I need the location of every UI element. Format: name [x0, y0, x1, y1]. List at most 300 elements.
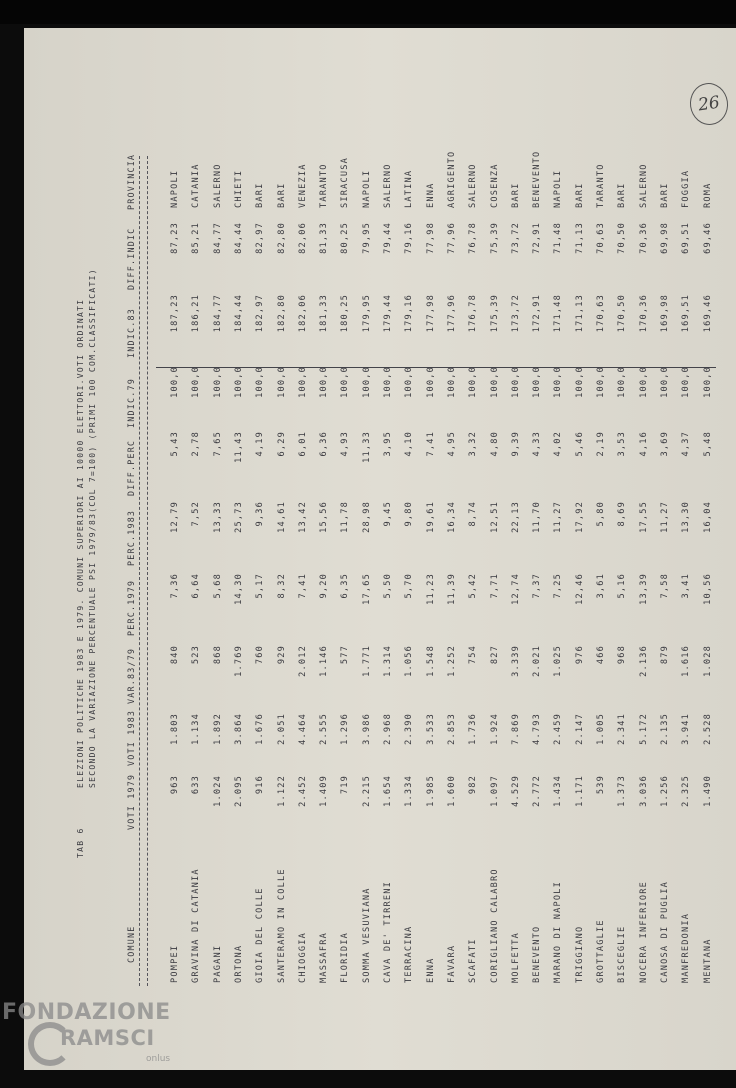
table-cell: 1.005: [596, 713, 606, 745]
table-cell: CATANIA: [191, 163, 202, 208]
table-cell: NOCERA INFERIORE: [638, 881, 649, 983]
column-header: PERC.1983: [126, 509, 136, 566]
table-cell: 3.533: [425, 713, 436, 745]
column-header: DIFF.INDIC: [126, 227, 136, 290]
table-cell: 523: [191, 645, 202, 665]
table-cell: NAPOLI: [170, 169, 180, 208]
table-cell: 1.171: [574, 775, 585, 807]
table-cell: 6,64: [191, 573, 202, 599]
table-cell: 1.892: [212, 713, 223, 745]
table-cell: BARI: [574, 182, 585, 208]
table-cell: 100,0: [617, 366, 628, 398]
table-cell: 11,33: [361, 431, 372, 463]
table-cell: 8,74: [468, 501, 479, 527]
table-cell: 179,16: [404, 294, 415, 333]
table-cell: 172,91: [532, 294, 543, 333]
table-cell: 75,39: [489, 222, 500, 254]
table-cell: 85,21: [191, 222, 202, 254]
table-cell: 3,61: [596, 573, 606, 599]
table-cell: 171,13: [574, 294, 585, 333]
fondazione-gramsci-watermark: [0, 998, 200, 1068]
table-cell: 5,42: [468, 573, 479, 599]
table-cell: 100,0: [638, 366, 649, 398]
table-cell: 100,0: [404, 366, 415, 398]
table-cell: FAVARA: [446, 944, 457, 983]
table-cell: 8,69: [617, 501, 628, 527]
table-cell: 73,72: [510, 222, 521, 254]
table-cell: 182,80: [276, 294, 287, 333]
table-cell: 963: [170, 775, 180, 795]
table-cell: 2.135: [659, 713, 670, 745]
table-cell: 69,51: [681, 222, 692, 254]
table-cell: BENEVENTO: [532, 925, 543, 983]
table-cell: 1.736: [468, 713, 479, 745]
table-cell: 3,41: [681, 573, 692, 599]
table-cell: 28,98: [361, 501, 372, 533]
table-cell: 4,80: [489, 431, 500, 457]
table-cell: SALERNO: [212, 163, 223, 208]
table-cell: 87,23: [170, 222, 180, 254]
watermark-line1: FONDAZIONE: [2, 1000, 171, 1025]
table-cell: 82,80: [276, 222, 287, 254]
table-cell: 827: [489, 645, 500, 665]
table-cell: 2.021: [532, 645, 543, 677]
table-cell: 25,73: [233, 501, 244, 533]
table-cell: 4,95: [446, 431, 457, 457]
table-cell: 77,98: [425, 222, 436, 254]
table-cell: 2.051: [276, 713, 287, 745]
rotated-table: [24, 28, 736, 1088]
table-cell: 79,16: [404, 222, 415, 254]
table-title-line2: SECONDO LA VARIAZIONE PERCENTUALE PSI 1979/83(COL 7=100) (PRIMI 100 COM.CLASSIFICATI): [88, 268, 97, 788]
table-cell: 13,39: [638, 573, 649, 605]
table-cell: 6,29: [276, 431, 287, 457]
column-header: PROVINCIA: [126, 153, 136, 210]
table-cell: SALERNO: [468, 163, 479, 208]
table-cell: TERRACINA: [404, 925, 415, 983]
table-cell: 2.136: [638, 645, 649, 677]
table-cell: 1.296: [340, 713, 351, 745]
table-cell: 100,0: [596, 366, 606, 398]
table-cell: 2.853: [446, 713, 457, 745]
table-cell: 1.024: [212, 775, 223, 807]
table-cell: CANOSA DI PUGLIA: [659, 881, 670, 983]
table-cell: 4,02: [553, 431, 564, 457]
table-cell: 84,44: [233, 222, 244, 254]
table-cell: 2.341: [617, 713, 628, 745]
table-cell: 179,44: [383, 294, 393, 333]
table-cell: 100,0: [425, 366, 436, 398]
table-cell: FOGGIA: [681, 169, 692, 208]
table-cell: 4,19: [255, 431, 266, 457]
table-cell: 69,98: [659, 222, 670, 254]
table-cell: 1.028: [702, 645, 713, 677]
table-cell: BARI: [255, 182, 266, 208]
table-cell: 5,43: [170, 431, 180, 457]
table-cell: 5,68: [212, 573, 223, 599]
table-cell: 1.334: [404, 775, 415, 807]
table-cell: 466: [596, 645, 606, 665]
table-cell: 1.490: [702, 775, 713, 807]
header-rule-top: [139, 156, 140, 986]
table-cell: 4.793: [532, 713, 543, 745]
table-cell: 1.654: [383, 775, 393, 807]
table-cell: ORTONA: [233, 944, 244, 983]
table-cell: 1.769: [233, 645, 244, 677]
table-cell: 8,32: [276, 573, 287, 599]
table-cell: 171,48: [553, 294, 564, 333]
table-cell: NAPOLI: [361, 169, 372, 208]
table-cell: 5,46: [574, 431, 585, 457]
table-cell: 9,20: [319, 573, 330, 599]
table-cell: 17,92: [574, 501, 585, 533]
table-cell: 16,34: [446, 501, 457, 533]
table-cell: 9,45: [383, 501, 393, 527]
table-cell: 81,33: [319, 222, 330, 254]
table-cell: 4,37: [681, 431, 692, 457]
table-cell: 84,77: [212, 222, 223, 254]
document-page: [24, 28, 736, 1070]
table-cell: 100,0: [191, 366, 202, 398]
table-cell: 1.146: [319, 645, 330, 677]
table-cell: BARI: [617, 182, 628, 208]
table-cell: 2.095: [233, 775, 244, 807]
table-cell: 633: [191, 775, 202, 795]
table-cell: 12,79: [170, 501, 180, 533]
table-cell: 16,04: [702, 501, 713, 533]
table-cell: SOMMA VESUVIANA: [361, 887, 372, 983]
table-cell: 5,70: [404, 573, 415, 599]
table-cell: 184,77: [212, 294, 223, 333]
table-cell: 100,0: [319, 366, 330, 398]
table-cell: 1.985: [425, 775, 436, 807]
table-cell: COSENZA: [489, 163, 500, 208]
table-cell: 2.528: [702, 713, 713, 745]
table-cell: 11,70: [532, 501, 543, 533]
table-cell: 1.256: [659, 775, 670, 807]
table-cell: 100,0: [276, 366, 287, 398]
table-cell: 13,30: [681, 501, 692, 533]
table-cell: 100,0: [489, 366, 500, 398]
table-cell: BARI: [659, 182, 670, 208]
table-cell: 70,50: [617, 222, 628, 254]
table-cell: 70,36: [638, 222, 649, 254]
table-cell: TRIGGIANO: [574, 925, 585, 983]
table-cell: CORIGLIANO CALABRO: [489, 868, 500, 983]
table-cell: 577: [340, 645, 351, 665]
table-cell: 3.036: [638, 775, 649, 807]
table-cell: 187,23: [170, 294, 180, 333]
table-cell: 79,44: [383, 222, 393, 254]
table-cell: 2.452: [297, 775, 308, 807]
table-cell: 5,16: [617, 573, 628, 599]
table-cell: 4.464: [297, 713, 308, 745]
table-cell: 22,13: [510, 501, 521, 533]
table-cell: 5,80: [596, 501, 606, 527]
table-cell: 19,61: [425, 501, 436, 533]
table-cell: MOLFETTA: [510, 932, 521, 983]
table-cell: 2.555: [319, 713, 330, 745]
table-cell: 1.434: [553, 775, 564, 807]
table-cell: 100,0: [532, 366, 543, 398]
table-cell: 760: [255, 645, 266, 665]
table-cell: BISCEGLIE: [617, 925, 628, 983]
table-cell: GIOIA DEL COLLE: [255, 887, 266, 983]
column-header: PERC.1979: [126, 579, 136, 636]
table-cell: ROMA: [702, 182, 713, 208]
table-cell: 929: [276, 645, 287, 665]
table-cell: 15,56: [319, 501, 330, 533]
table-cell: 100,0: [297, 366, 308, 398]
table-cell: 754: [468, 645, 479, 665]
table-cell: 1.409: [319, 775, 330, 807]
table-cell: 2,78: [191, 431, 202, 457]
table-cell: 4,16: [638, 431, 649, 457]
column-header: INDIC.83: [126, 308, 136, 358]
table-cell: MENTANA: [702, 938, 713, 983]
table-cell: 170,36: [638, 294, 649, 333]
header-rule-bottom: [147, 156, 148, 986]
table-id: TAB 6: [76, 827, 85, 858]
table-cell: 4.529: [510, 775, 521, 807]
column-header: DIFF.PERC: [126, 439, 136, 496]
table-cell: 169,46: [702, 294, 713, 333]
table-cell: 11,39: [446, 573, 457, 605]
table-cell: 100,0: [468, 366, 479, 398]
table-cell: 72,91: [532, 222, 543, 254]
table-cell: 77,96: [446, 222, 457, 254]
table-cell: 10,56: [702, 573, 713, 605]
table-cell: 11,43: [233, 431, 244, 463]
table-cell: 100,0: [233, 366, 244, 398]
column-header: INDIC.79: [126, 378, 136, 428]
table-cell: 3,95: [383, 431, 393, 457]
table-cell: 12,74: [510, 573, 521, 605]
table-cell: 100,0: [659, 366, 670, 398]
table-cell: 1.676: [255, 713, 266, 745]
table-cell: BARI: [276, 182, 287, 208]
table-cell: 4,93: [340, 431, 351, 457]
table-cell: 7,65: [212, 431, 223, 457]
table-cell: SIRACUSA: [340, 157, 351, 208]
table-cell: 1.097: [489, 775, 500, 807]
table-cell: 2.459: [553, 713, 564, 745]
watermark-line2: RAMSCI: [60, 1026, 155, 1050]
table-cell: 1.252: [446, 645, 457, 677]
table-cell: 1.771: [361, 645, 372, 677]
table-cell: 1.122: [276, 775, 287, 807]
table-cell: MANFREDONIA: [681, 912, 692, 983]
table-cell: 13,33: [212, 501, 223, 533]
table-cell: 3.986: [361, 713, 372, 745]
table-cell: ENNA: [425, 182, 436, 208]
table-cell: 6,01: [297, 431, 308, 457]
table-cell: ENNA: [425, 957, 436, 983]
table-cell: 2.390: [404, 713, 415, 745]
table-cell: CHIOGGIA: [297, 932, 308, 983]
table-cell: 76,78: [468, 222, 479, 254]
table-cell: SANTERAMO IN COLLE: [276, 868, 287, 983]
table-cell: 7,52: [191, 501, 202, 527]
table-cell: 6,36: [319, 431, 330, 457]
table-cell: 12,51: [489, 501, 500, 533]
table-cell: AGRIGENTO: [446, 150, 457, 208]
table-cell: 1.600: [446, 775, 457, 807]
table-cell: 1.803: [170, 713, 180, 745]
table-cell: 71,13: [574, 222, 585, 254]
table-cell: 100,0: [510, 366, 521, 398]
table-cell: 1.134: [191, 713, 202, 745]
table-cell: 100,0: [574, 366, 585, 398]
table-cell: 100,0: [702, 366, 713, 398]
table-cell: LATINA: [404, 169, 415, 208]
table-cell: 916: [255, 775, 266, 795]
table-cell: PAGANI: [212, 944, 223, 983]
table-cell: 7,37: [532, 573, 543, 599]
table-cell: SCAFATI: [468, 938, 479, 983]
table-cell: 2.968: [383, 713, 393, 745]
table-cell: 3,69: [659, 431, 670, 457]
table-cell: 7,71: [489, 573, 500, 599]
table-cell: 100,0: [361, 366, 372, 398]
table-cell: 6,35: [340, 573, 351, 599]
table-cell: 169,51: [681, 294, 692, 333]
table-cell: 9,39: [510, 431, 521, 457]
table-cell: 179,95: [361, 294, 372, 333]
table-cell: 3,32: [468, 431, 479, 457]
table-cell: SALERNO: [638, 163, 649, 208]
table-cell: 69,46: [702, 222, 713, 254]
table-cell: 2.325: [681, 775, 692, 807]
table-cell: 5.172: [638, 713, 649, 745]
table-cell: 100,0: [446, 366, 457, 398]
table-cell: 14,30: [233, 573, 244, 605]
table-cell: 1.314: [383, 645, 393, 677]
table-cell: 70,63: [596, 222, 606, 254]
table-cell: 968: [617, 645, 628, 665]
table-cell: 100,0: [340, 366, 351, 398]
table-cell: 1.025: [553, 645, 564, 677]
table-cell: 177,96: [446, 294, 457, 333]
table-cell: NAPOLI: [553, 169, 564, 208]
table-cell: MASSAFRA: [319, 932, 330, 983]
table-cell: 100,0: [383, 366, 393, 398]
table-cell: 17,65: [361, 573, 372, 605]
table-cell: 868: [212, 645, 223, 665]
table-cell: 100,0: [212, 366, 223, 398]
table-cell: CHIETI: [233, 169, 244, 208]
table-cell: 3.864: [233, 713, 244, 745]
table-cell: 1.373: [617, 775, 628, 807]
table-cell: CAVA DE' TIRRENI: [383, 881, 393, 983]
table-cell: 7,25: [553, 573, 564, 599]
table-cell: 976: [574, 645, 585, 665]
table-cell: 2.215: [361, 775, 372, 807]
table-cell: 173,72: [510, 294, 521, 333]
column-header: VOTI 1983: [126, 709, 136, 766]
table-cell: 186,21: [191, 294, 202, 333]
table-cell: 180,25: [340, 294, 351, 333]
table-cell: 13,42: [297, 501, 308, 533]
table-cell: 5,50: [383, 573, 393, 599]
table-cell: 539: [596, 775, 606, 795]
table-cell: GRAVINA DI CATANIA: [191, 868, 202, 983]
table-cell: 79,95: [361, 222, 372, 254]
table-cell: 9,36: [255, 501, 266, 527]
table-cell: 11,27: [659, 501, 670, 533]
watermark-line3: onlus: [146, 1054, 171, 1064]
table-cell: 169,98: [659, 294, 670, 333]
table-cell: BENEVENTO: [532, 150, 543, 208]
table-cell: 177,98: [425, 294, 436, 333]
table-cell: 3.339: [510, 645, 521, 677]
table-cell: 176,78: [468, 294, 479, 333]
table-cell: POMPEI: [170, 944, 180, 983]
table-cell: TARANTO: [319, 163, 330, 208]
table-cell: 12,46: [574, 573, 585, 605]
table-cell: SALERNO: [383, 163, 393, 208]
table-cell: 5,48: [702, 431, 713, 457]
table-cell: 82,06: [297, 222, 308, 254]
table-cell: 82,97: [255, 222, 266, 254]
table-cell: 840: [170, 645, 180, 665]
table-cell: FLORIDIA: [340, 932, 351, 983]
table-cell: 7,41: [425, 431, 436, 457]
table-cell: 4,10: [404, 431, 415, 457]
table-cell: 7,36: [170, 573, 180, 599]
table-cell: 175,39: [489, 294, 500, 333]
table-cell: 182,06: [297, 294, 308, 333]
column-header: VOTI 1979: [126, 773, 136, 830]
scanner-top-border: [0, 0, 736, 24]
table-cell: 184,44: [233, 294, 244, 333]
table-cell: 879: [659, 645, 670, 665]
table-cell: 7,58: [659, 573, 670, 599]
table-cell: 11,27: [553, 501, 564, 533]
table-cell: 2.147: [574, 713, 585, 745]
table-cell: TARANTO: [596, 163, 606, 208]
table-cell: 182,97: [255, 294, 266, 333]
table-cell: 3.941: [681, 713, 692, 745]
table-cell: 14,61: [276, 501, 287, 533]
column-header: COMUNE: [126, 925, 136, 963]
table-cell: 2.772: [532, 775, 543, 807]
table-cell: 1.548: [425, 645, 436, 677]
table-cell: GROTTAGLIE: [596, 919, 606, 983]
table-cell: 17,55: [638, 501, 649, 533]
table-cell: 170,63: [596, 294, 606, 333]
table-cell: 11,78: [340, 501, 351, 533]
table-cell: BARI: [510, 182, 521, 208]
table-cell: VENEZIA: [297, 163, 308, 208]
table-cell: 1.056: [404, 645, 415, 677]
table-cell: MARANO DI NAPOLI: [553, 881, 564, 983]
table-cell: 719: [340, 775, 351, 795]
table-cell: 982: [468, 775, 479, 795]
table-cell: 170,50: [617, 294, 628, 333]
table-cell: 4,33: [532, 431, 543, 457]
table-cell: 5,17: [255, 573, 266, 599]
page-number-stamp: 26: [687, 81, 730, 128]
table-cell: 1.616: [681, 645, 692, 677]
table-cell: 11,23: [425, 573, 436, 605]
table-title-line1: ELEZIONI POLITICHE 1983 E 1979. COMUNI SUPERIORI AI 10000 ELETTORI.VOTI ORDINATI: [76, 298, 85, 788]
table-cell: 100,0: [255, 366, 266, 398]
column-header: VAR.83/79: [126, 647, 136, 704]
table-cell: 7.869: [510, 713, 521, 745]
table-cell: 100,0: [553, 366, 564, 398]
table-cell: 80,25: [340, 222, 351, 254]
